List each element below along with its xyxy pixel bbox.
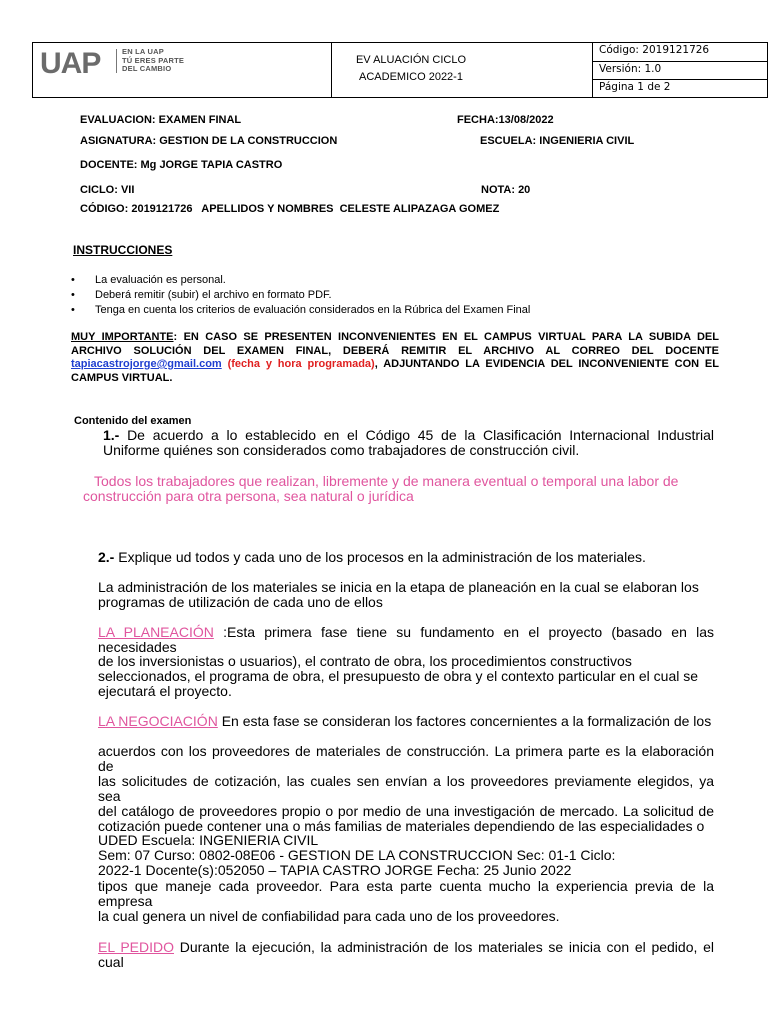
instruction-item: • Tenga en cuenta los criterios de evaluación considerados en la Rúbrica del Examen Final: [71, 303, 731, 318]
negociacion-title: LA NEGOCIACIÓN: [98, 713, 218, 729]
planeacion-title: LA PLANEACIÓN: [98, 624, 214, 640]
important-text: : EN CASO SE PRESENTEN INCONVENIENTES EN EL CAMPUS VIRTUAL PARA LA SUBIDA DEL ARCHIVO SOLUCIÓN DEL EXAMEN FINAL, DEBERÁ REMITIR EL ARCHIVO AL CORREO DEL DOCENTE: [71, 331, 719, 357]
teacher-email-link[interactable]: tapiacastrojorge@gmail.com: [71, 358, 222, 370]
title-cell: [331, 42, 593, 98]
answer-2-intro: La administración de los materiales se inicia en la etapa de planeación en la cual se elaboran los programas de utilización de cada uno de ellos: [98, 579, 699, 610]
q1-number: 1.-: [103, 427, 120, 443]
nota-label: NOTA: 20: [481, 184, 531, 196]
negociacion-line: del catálogo de proveedores propio o por medio de una investigación de mercado. La solicitud de cotización puede contener una o más familias de materiales dependiendo de las especialidades o: [98, 803, 714, 834]
asignatura-label: ASIGNATURA: GESTION DE LA CONSTRUCCION: [80, 135, 338, 147]
docente-label: DOCENTE: Mg JORGE TAPIA CASTRO: [80, 159, 283, 171]
instruction-item: • Deberá remitir (subir) el archivo en formato PDF.: [71, 288, 731, 303]
fecha-label: FECHA:13/08/2022: [457, 114, 554, 126]
logo-tagline: [122, 48, 184, 74]
doc-version: Versión: 1.0: [599, 63, 662, 75]
logo-tagline-line: TÚ ERES PARTE: [122, 55, 185, 65]
question-2: [98, 550, 718, 565]
watermark-line: Sem: 07 Curso: 0802-08E06 - GESTION DE LA CONSTRUCCION Sec: 01-1 Ciclo:: [98, 847, 616, 863]
q1-text: De acuerdo a lo establecido en el Código 45 de la Clasificación Internacional Industrial Uniforme quiénes son considerados como trabajadores de construcción civil.: [103, 427, 714, 458]
negociacion-tail2: la cual genera un nivel de confiabilidad para cada uno de los proveedores.: [98, 908, 560, 924]
header-title-line2: ACADEMICO 2022-1: [359, 71, 463, 83]
instructions-title: INSTRUCCIONES: [73, 243, 173, 257]
planeacion-paragraph: [98, 625, 714, 655]
negociacion-text: En esta fase se consideran los factores concernientes a la formalización de los: [217, 713, 712, 729]
planeacion-rest: de los inversionistas o usuarios), el contrato de obra, los procedimientos constructivos seleccionados, el programa de obra, el presupuesto de obra y el contexto particular en el cual se ejecutará el proyecto.: [98, 653, 699, 699]
negociacion-line: las solicitudes de cotización, las cuales sen envían a los proveedores previamente elegidos, ya sea: [98, 773, 714, 804]
header-title-line1: EV ALUACIÓN CICLO: [355, 54, 467, 66]
instructions-list: [71, 273, 731, 318]
watermark-line: UDED Escuela: INGENIERIA CIVIL: [98, 832, 319, 848]
ciclo-label: CICLO: VII: [80, 184, 135, 196]
negociacion-line: acuerdos con los proveedores de materiales de construcción. La primera parte es la elaboración de: [98, 743, 714, 774]
doc-code: Código: 2019121726: [599, 44, 710, 56]
answer-1: Todos los trabajadores que realizan, libremente y de manera eventual o temporal una labor de construcción para otra persona, sea natural o jurídica: [83, 473, 679, 504]
content-title: Contenido del examen: [74, 415, 192, 427]
negociacion-tail: tipos que maneje cada proveedor. Para esta parte cuenta mucho la experiencia previa de la empresa: [98, 878, 714, 909]
schedule-note: (fecha y hora programada): [227, 358, 375, 370]
pedido-title: EL PEDIDO: [98, 939, 174, 955]
logo-tagline-line: EN LA UAP: [122, 47, 164, 56]
important-label: MUY IMPORTANTE: [71, 331, 174, 343]
q2-number: 2.-: [98, 549, 115, 565]
evaluacion-label: EVALUACION: EXAMEN FINAL: [80, 114, 242, 126]
pedido-paragraph: [98, 940, 714, 970]
doc-page: Página 1 de 2: [599, 81, 671, 93]
question-1: [103, 428, 714, 458]
negociacion-paragraph: [98, 714, 714, 729]
student-code-name: CÓDIGO: 2019121726 APELLIDOS Y NOMBRES CELESTE ALIPAZAGA GOMEZ: [80, 203, 500, 215]
planeacion-first: :Esta primera fase tiene su fundamento en el proyecto (basado en las necesidades: [98, 624, 714, 655]
document-header: [32, 42, 768, 98]
uap-logo: UAP: [40, 47, 101, 80]
logo-tagline-line: DEL CAMBIO: [122, 64, 172, 73]
q2-text: Explique ud todos y cada uno de los procesos en la administración de los materiales.: [114, 549, 646, 565]
pedido-text: Durante la ejecución, la administración de los materiales se inicia con el pedido, el cual: [98, 939, 714, 970]
watermark-line: 2022-1 Docente(s):052050 – TAPIA CASTRO JORGE Fecha: 25 Junio 2022: [98, 862, 572, 878]
escuela-label: ESCUELA: INGENIERIA CIVIL: [480, 135, 635, 147]
important-tail: , ADJUNTANDO LA EVIDENCIA DEL INCONVENIENTE CON EL CAMPUS VIRTUAL.: [71, 358, 719, 384]
important-notice: [71, 331, 719, 385]
logo-separator: [116, 49, 117, 73]
instruction-item: • La evaluación es personal.: [71, 273, 731, 288]
watermark-block: [98, 833, 718, 878]
